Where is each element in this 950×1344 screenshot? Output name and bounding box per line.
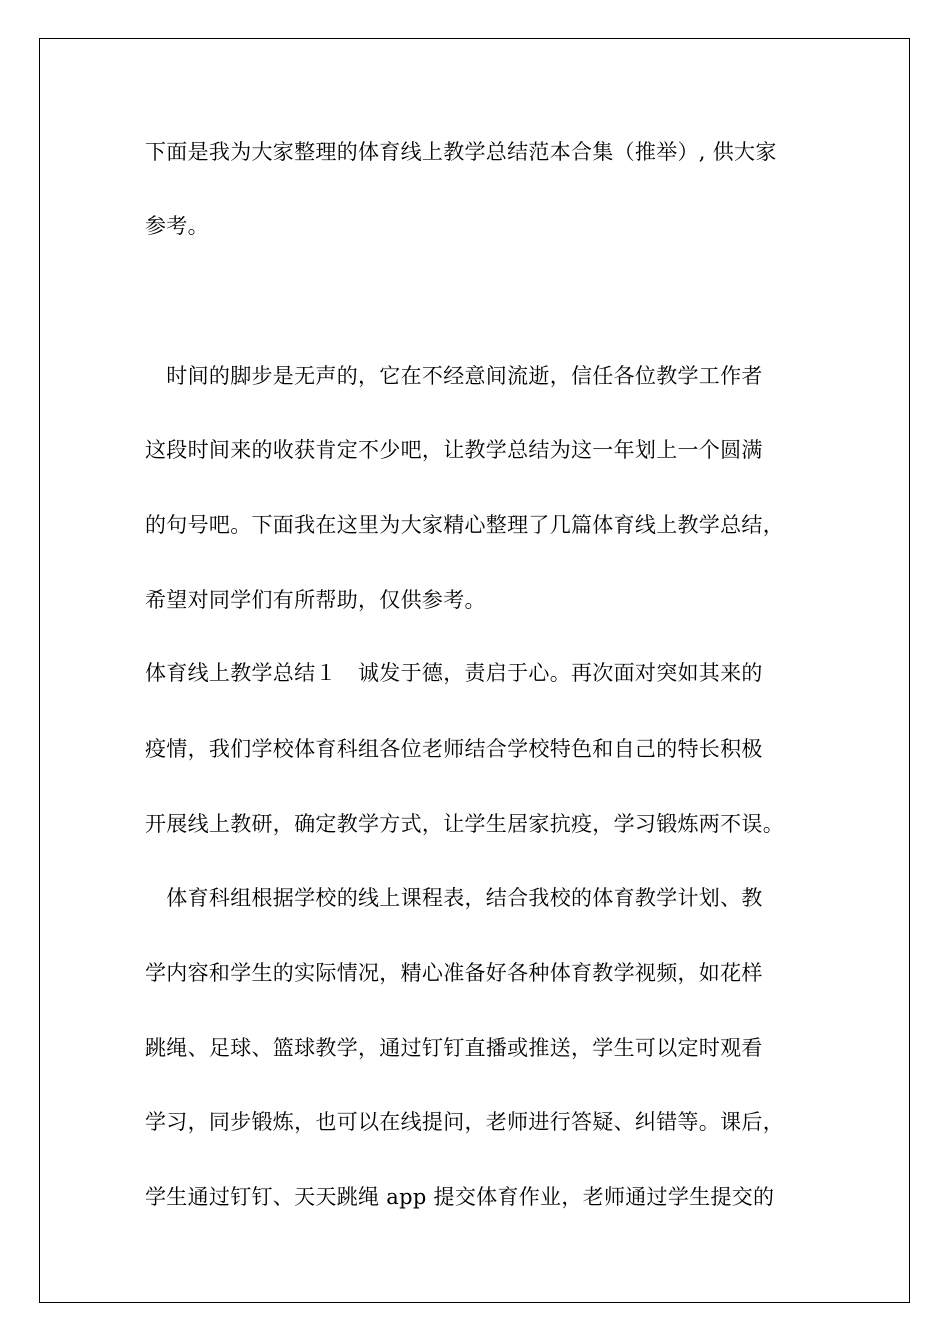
text-line: 下面是我为大家整理的体育线上教学总结范本合集（推举）, 供大家 bbox=[145, 140, 777, 164]
text-line: 体育科组根据学校的线上课程表，结合我校的体育教学计划、教 bbox=[145, 886, 763, 910]
text-line: 学内容和学生的实际情况，精心准备好各种体育教学视频，如花样 bbox=[145, 961, 763, 985]
text-line: 这段时间来的收获肯定不少吧，让教学总结为这一年划上一个圆满 bbox=[145, 438, 763, 462]
text-line: 参考。 bbox=[145, 214, 209, 238]
text-line: 时间的脚步是无声的，它在不经意间流逝，信任各位教学工作者 bbox=[145, 364, 763, 388]
text-line: 学习，同步锻炼，也可以在线提问，老师进行答疑、纠错等。课后， bbox=[145, 1110, 784, 1134]
text-line: 体育线上教学总结１ 诚发于德，责启于心。再次面对突如其来的 bbox=[145, 661, 763, 685]
text-line: 疫情，我们学校体育科组各位老师结合学校特色和自己的特长积极 bbox=[145, 737, 763, 761]
text-line: 希望对同学们有所帮助，仅供参考。 bbox=[145, 588, 486, 612]
text-line: 跳绳、足球、篮球教学，通过钉钉直播或推送，学生可以定时观看 bbox=[145, 1036, 763, 1060]
text-line: 的句号吧。下面我在这里为大家精心整理了几篇体育线上教学总结， bbox=[145, 513, 784, 537]
text-line: 学生通过钉钉、天天跳绳 app 提交体育作业，老师通过学生提交的 bbox=[145, 1185, 775, 1209]
text-line: 开展线上教研，确定教学方式，让学生居家抗疫，学习锻炼两不误。 bbox=[145, 812, 784, 836]
